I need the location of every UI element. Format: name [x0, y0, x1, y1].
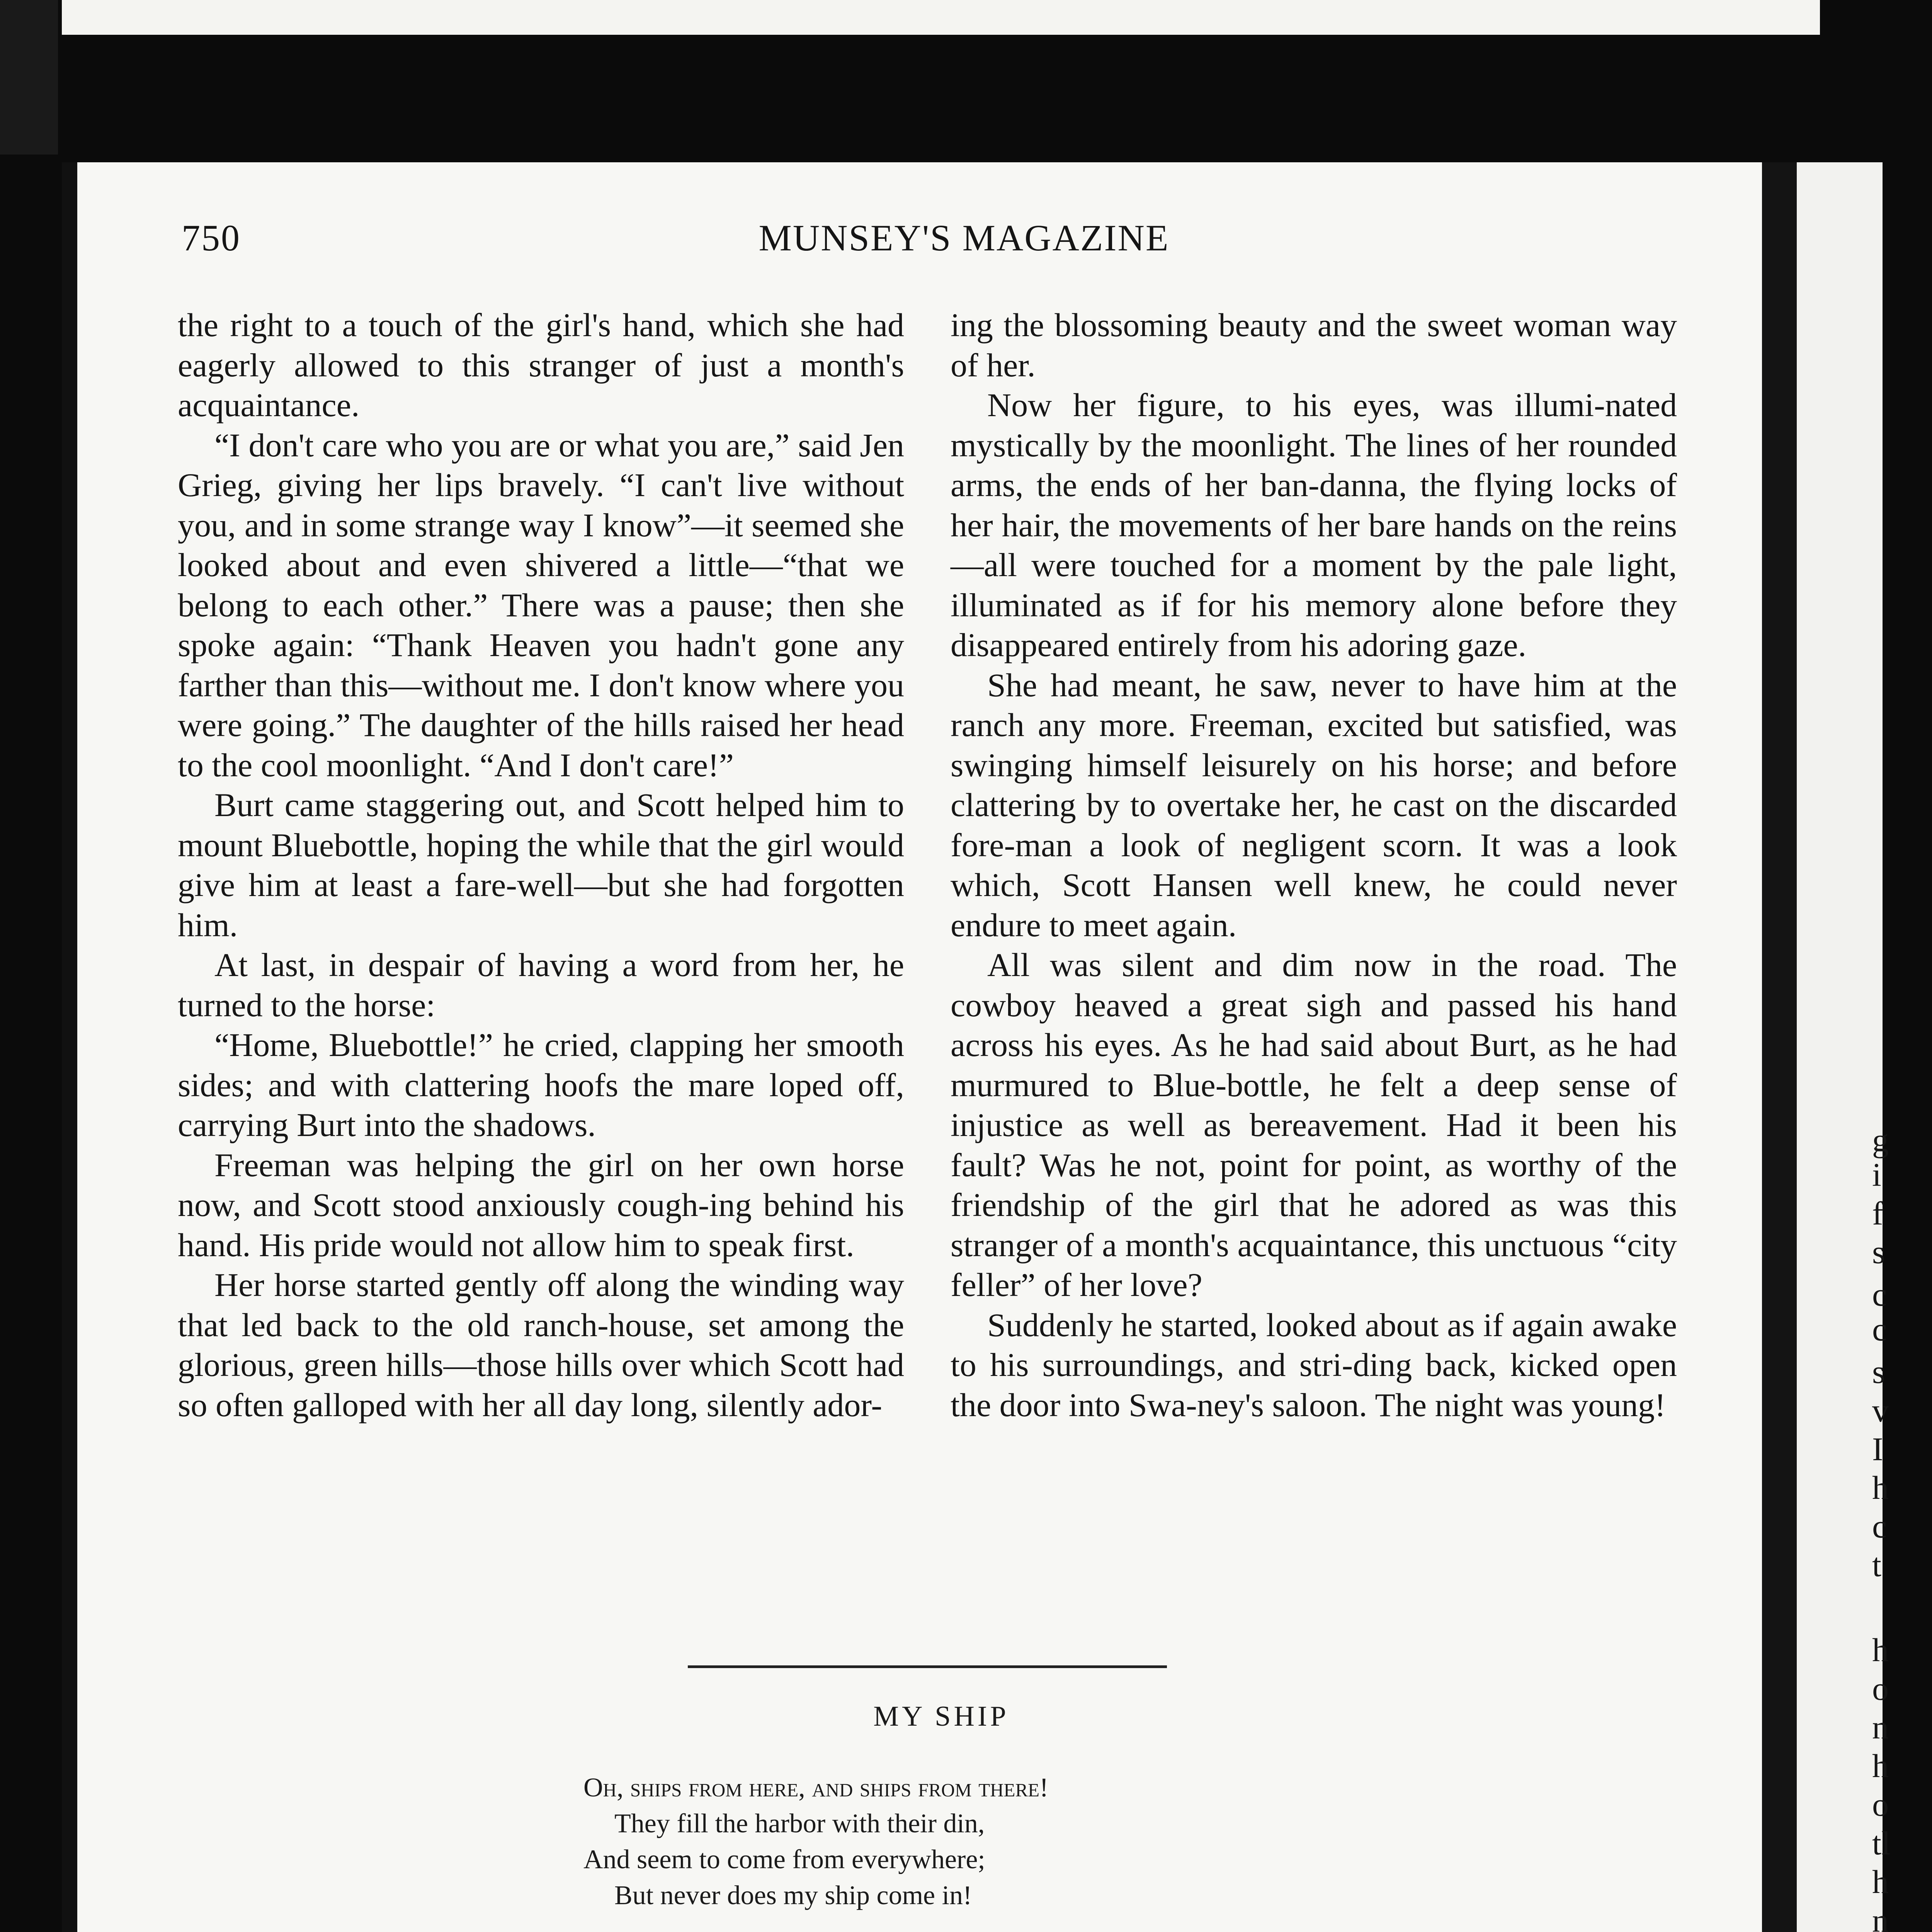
next-page-fragment: c [1872, 1508, 1887, 1545]
next-page-fragment: n [1872, 1709, 1889, 1746]
next-page-fragment: c [1872, 1276, 1887, 1313]
page-number: 750 [182, 217, 241, 259]
next-page-fragment: tl [1872, 1825, 1891, 1862]
paragraph: the right to a touch of the girl's hand, which she had eagerly allowed to this stranger of just a month's acquaintance. [178, 306, 904, 423]
next-page-fragment: h [1872, 1631, 1889, 1668]
next-page-fragment: o [1872, 1786, 1889, 1823]
next-page-fragment: s [1872, 1353, 1885, 1390]
next-page-fragment: h [1872, 1863, 1889, 1900]
paragraph: Suddenly he started, looked about as if again awake to his surroundings, and stri-ding back, kicked open the door into Swa-ney's saloon. The night was young! [951, 1306, 1677, 1423]
scan-border-left [0, 0, 58, 155]
poem-line: They fill the harbor with their din, [614, 1809, 985, 1838]
poem-stanza [583, 1770, 1434, 1913]
next-page-fragment: i [1872, 1156, 1881, 1193]
paragraph: “I don't care who you are or what you are,” said Jen Grieg, giving her lips bravely. “I can't live without you, and in some strange way I know”—it seemed she looked about and even shivered a little—“that we belong to each other.” There was a pause; then she spoke again: “Thank Heaven you hadn't gone any farther than this—without me. I don't know where you were going.” The daughter of the hills raised her head to the cool moonlight. “And I don't care!” [178, 426, 904, 784]
next-page-fragment: n [1872, 1902, 1889, 1932]
poem-line: Oh, ships from here, and ships from there! [583, 1773, 1049, 1803]
paragraph: Burt came staggering out, and Scott helped him to mount Bluebottle, hoping the while that the girl would give him at least a fare-well—but she had forgotten him. [178, 786, 904, 944]
next-page-fragment: I [1872, 1430, 1883, 1468]
poem-line: But never does my ship come in! [614, 1881, 972, 1910]
paragraph: ing the blossoming beauty and the sweet woman way of her. [951, 306, 1677, 384]
next-page-fragment: h [1872, 1747, 1889, 1784]
next-page-fragment: f [1872, 1195, 1883, 1232]
paragraph: Her horse started gently off along the winding way that led back to the old ranch-house, set among the glorious, green hills—those hills over which Scott had so often galloped with her all day long, silently ador- [178, 1266, 904, 1423]
next-page-fragment: c [1872, 1311, 1887, 1348]
next-page-fragment: v [1872, 1392, 1889, 1429]
paragraph: All was silent and dim now in the road. The cowboy heaved a great sigh and passed his hand across his eyes. As he had said about Burt, as he had murmured to Blue-bottle, he felt a deep sense of injustice as well as bereavement. Had it been his fault? Was he not, point for point, as worthy of the friendship of the girl that he adored as was this stranger of a month's acquaintance, this unctuous “city feller” of her love? [951, 946, 1677, 1303]
next-page-edge [1797, 162, 1891, 1932]
poem-title: MY SHIP [873, 1701, 1009, 1732]
next-page-fragment: t [1872, 1546, 1881, 1583]
running-title: MUNSEY'S MAGAZINE [759, 217, 1170, 259]
next-page-fragment: h [1872, 1469, 1889, 1506]
poem-line: And seem to come from everywhere; [583, 1845, 985, 1874]
previous-page-edge [62, 0, 1820, 35]
section-divider [688, 1665, 1167, 1668]
poem-body [583, 1770, 1434, 1932]
next-page-fragment: g [1872, 1121, 1889, 1158]
paragraph: “Home, Bluebottle!” he cried, clapping her smooth sides; and with clattering hoofs the mare loped off, carrying Burt into the shadows. [178, 1026, 904, 1143]
paragraph: Now her figure, to his eyes, was illumi-nated mystically by the moonlight. The lines of her rounded arms, the ends of her ban-danna, the flying locks of her hair, the movements of her bare hands on the reins—all were touched for a moment by the pale light, illuminated as if for his memory alone before they disappeared entirely from his adoring gaze. [951, 386, 1677, 663]
page-gutter [1762, 162, 1797, 1932]
next-page-fragment: s [1872, 1233, 1885, 1270]
paragraph: She had meant, he saw, never to have him at the ranch any more. Freeman, excited but satisfied, was swinging himself leisurely on his horse; and before clattering by to overtake her, he cast on the discarded fore-man a look of negligent scorn. It was a look which, Scott Hansen well knew, he could never endure to meet again. [951, 666, 1677, 944]
paragraph: Freeman was helping the girl on her own horse now, and Scott stood anxiously cough-ing behind his hand. His pride would not allow him to speak first. [178, 1146, 904, 1264]
page-header [182, 216, 1747, 270]
right-column [951, 305, 1677, 1425]
left-column [178, 305, 904, 1425]
next-page-fragment: o [1872, 1670, 1889, 1707]
paragraph: At last, in despair of having a word from her, he turned to the horse: [178, 946, 904, 1024]
